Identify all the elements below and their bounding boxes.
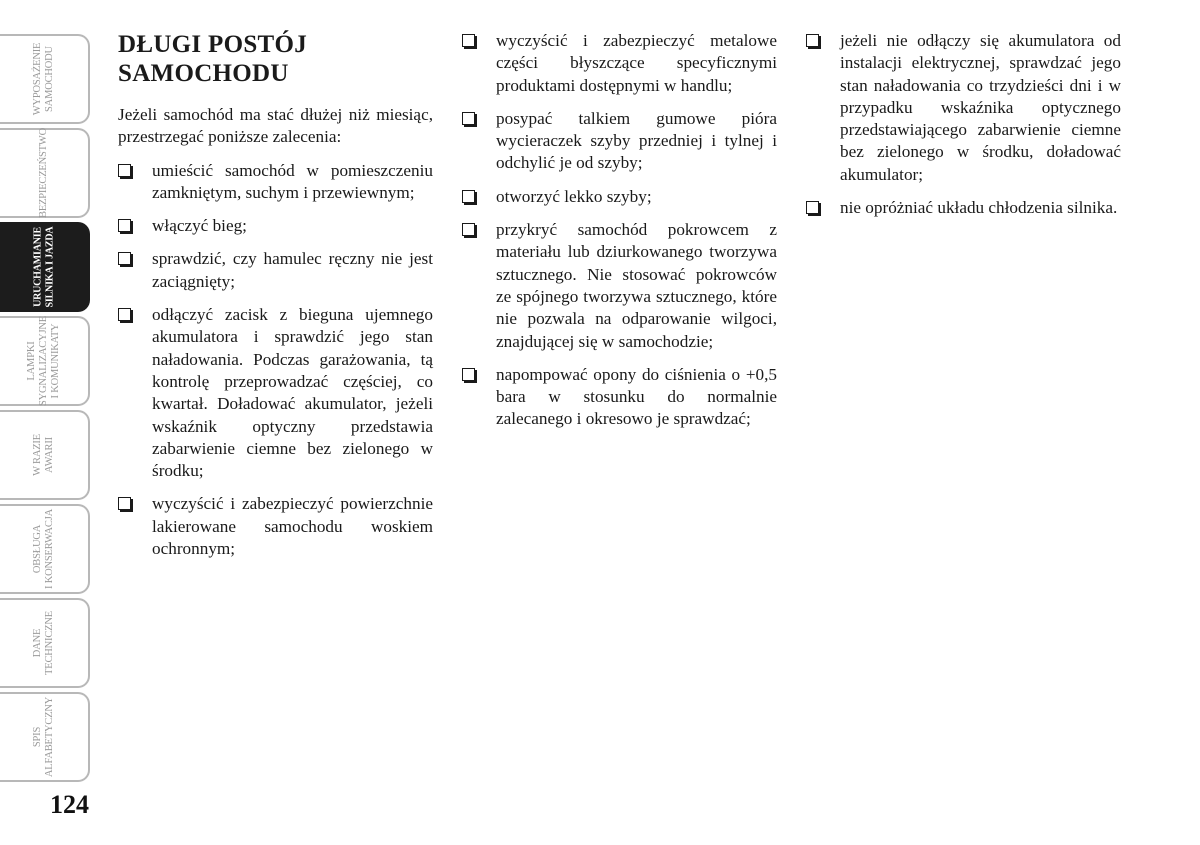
tab-label-line: BEZPIECZEŃSTWO (38, 128, 50, 218)
list-item-text: sprawdzić, czy hamulec ręczny nie jest zaciągnięty; (152, 249, 433, 291)
list-item (118, 304, 433, 482)
checkbox-bullet-icon (118, 308, 131, 321)
list-item (462, 30, 777, 97)
tab-w-razie-awarii[interactable] (0, 410, 90, 500)
tab-label (32, 611, 56, 675)
column-3 (806, 30, 1121, 230)
tab-label-line: OBSŁUGA (31, 524, 43, 574)
tab-label (32, 509, 56, 589)
list-item-text: wyczyścić i zabezpieczyć metalowe części błyszczące specyficznymi produktami dostępnymi w handlu; (496, 31, 777, 95)
tab-label-line: WYPOSAŻENIE (32, 42, 43, 116)
list-item (118, 493, 433, 560)
checkbox-bullet-icon (462, 190, 475, 203)
list-item-text: nie opróżniać układu chłodzenia silnika. (840, 198, 1118, 218)
list-item-text: włączyć bieg; (152, 216, 247, 236)
tab-label (32, 227, 56, 308)
checkbox-bullet-icon (118, 219, 131, 232)
tab-label-line: SAMOCHODU (44, 46, 55, 112)
list-item-text: przykryć samochód pokrowcem z materiału lub dziurkowanego tworzywa sztucznego. Nie stosować pokrowców ze spójnego tworzywa sztucznego, które nie pozwala na odparowanie wilgoci, znajdującej się w samochodzie; (496, 220, 777, 351)
list-item-text: umieścić samochód w pomieszczeniu zamkniętym, suchym i przewiewnym; (152, 160, 433, 202)
tab-lampki-sygnalizacyjne[interactable] (0, 316, 90, 406)
list-item (462, 108, 777, 175)
tab-label-line: I KONSERWACJA (43, 509, 55, 589)
list-item (806, 30, 1121, 186)
checkbox-bullet-icon (462, 112, 475, 125)
tab-label-line: DANE (31, 628, 43, 658)
title-line: SAMOCHODU (118, 60, 289, 87)
list-item (118, 248, 433, 293)
list-item-text: jeżeli nie odłączy się akumulatora od instalacji elektrycznej, sprawdzać jego stan naładowania co trzydzieści dni i w przypadku wskaźnika optycznego przedstawiającego zabarwienie ciemne bez zielonego w środku, doładować akumulator; (840, 31, 1121, 184)
checkbox-bullet-icon (118, 252, 131, 265)
tab-label-line: TECHNICZNE (43, 611, 55, 675)
list-item-text: wyczyścić i zabezpieczyć powierzchnie lakierowane samochodu woskiem ochronnym; (152, 494, 433, 559)
list-item (118, 215, 433, 237)
tab-label-line: SPIS (32, 726, 43, 748)
list-item (462, 364, 777, 431)
checkbox-bullet-icon (462, 368, 475, 381)
list-item-text: otworzyć lekko szyby; (496, 186, 652, 206)
page-number: 124 (50, 790, 89, 819)
title-line: DŁUGI POSTÓJ (118, 31, 308, 58)
list-item-text: posypać talkiem gumowe pióra wycieraczek szyby przedniej i tylnej i odchylić je od szyby; (496, 108, 777, 173)
tab-bezpieczenstwo[interactable] (0, 128, 90, 218)
tab-label (26, 316, 62, 406)
intro-paragraph: Jeżeli samochód ma stać dłużej niż miesiąc, przestrzegać poniższe zalecenia: (118, 105, 433, 147)
tab-wyposazenie-samochodu[interactable] (0, 34, 90, 124)
tab-spis-alfabetyczny[interactable] (0, 692, 90, 782)
tab-label (32, 697, 56, 777)
tab-label-line: I KOMUNIKATY (50, 323, 62, 399)
column-2 (462, 30, 777, 442)
tab-obsluga-i-konserwacja[interactable] (0, 504, 90, 594)
list-item (118, 160, 433, 205)
tab-label-line: W RAZIE (31, 434, 43, 476)
list-item (462, 186, 777, 208)
tab-label (32, 43, 56, 115)
tab-label-line: ALFABETYCZNY (44, 696, 55, 778)
tab-dane-techniczne[interactable] (0, 598, 90, 688)
list-item-text: odłączyć zacisk z bieguna ujemnego akumulatora i sprawdzić jego stan naładowania. Podczas garażowania, tą kontrolę przeprowadzać częściej, co kwartał. Doładować akumulator, jeżeli wskaźnik optyczny przedstawia zabarwienie ciemne bez zielonego w środku; (152, 305, 433, 481)
checkbox-bullet-icon (806, 201, 819, 214)
checkbox-bullet-icon (118, 164, 131, 177)
tab-label (38, 128, 50, 218)
column-1 (118, 30, 433, 571)
tab-uruchamianie-silnika-i-jazda[interactable] (0, 222, 90, 312)
tab-label (32, 434, 56, 476)
list-item (462, 219, 777, 353)
list-item-text: napompować opony do ciśnienia o +0,5 bara w stosunku do normalnie zalecanego i okresowo je sprawdzać; (496, 364, 777, 429)
page-title (118, 30, 433, 88)
list-item (806, 197, 1121, 219)
tab-label-line: URUCHAMIANIE (31, 227, 43, 307)
tab-label-line: AWARII (43, 437, 55, 473)
checkbox-bullet-icon (118, 497, 131, 510)
tab-label-line: SILNIKA I JAZDA (43, 226, 55, 308)
checkbox-bullet-icon (462, 34, 475, 47)
checkbox-bullet-icon (462, 223, 475, 236)
tab-label-line: SYGNALIZACYJNE (38, 316, 50, 406)
tab-label-line: LAMPKI (26, 341, 38, 381)
checkbox-bullet-icon (806, 34, 819, 47)
